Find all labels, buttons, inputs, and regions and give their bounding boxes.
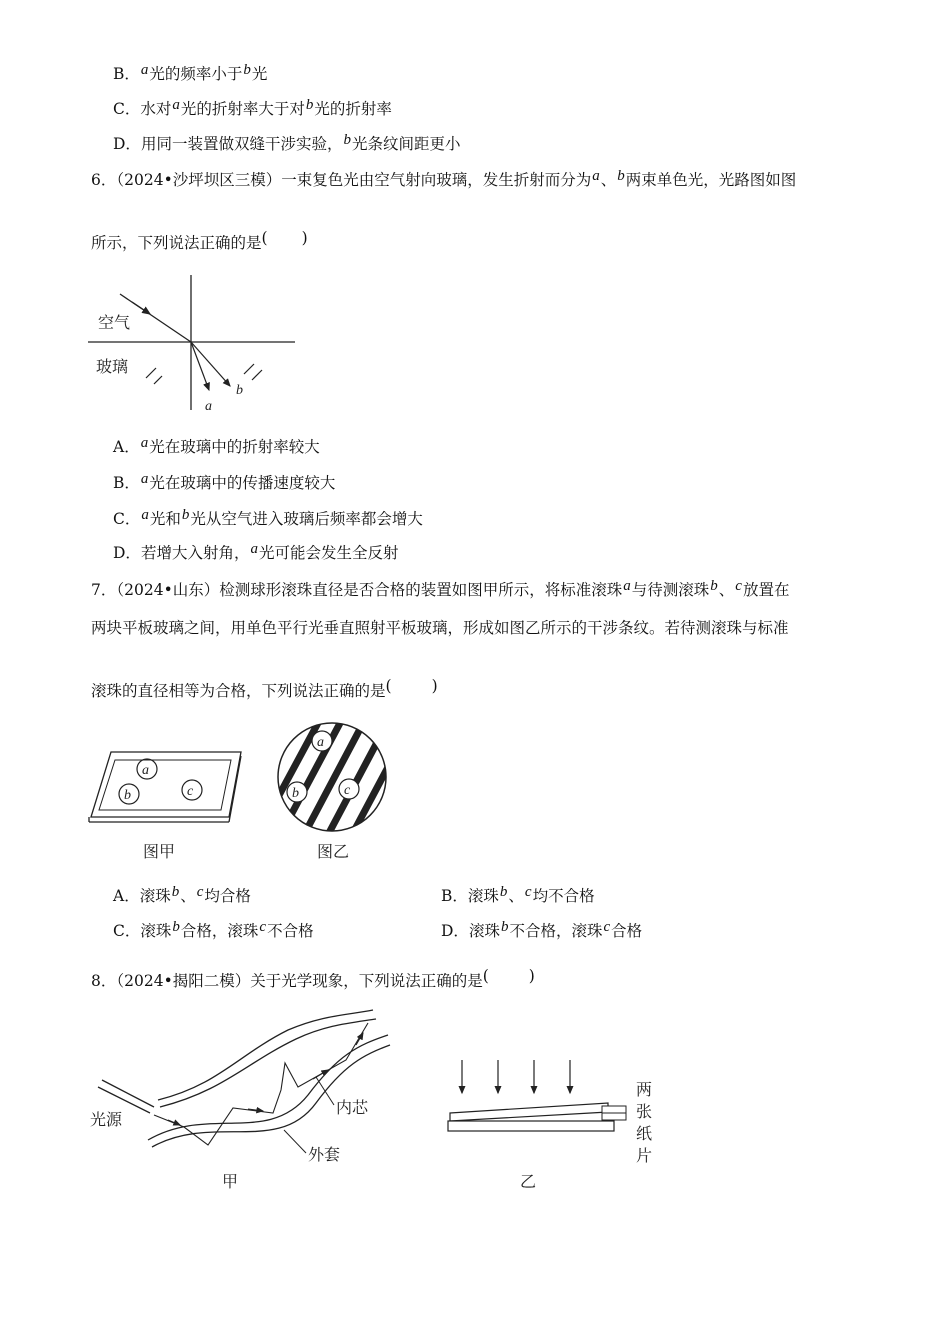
caption-yi: 乙 [520,1172,537,1191]
q7-stem-line1: 7．（2024•山东）检测球形滚珠直径是否合格的装置如图甲所示，将标准滚珠a与待测滚珠b、c放置在 [91,578,790,599]
q7-option-b[interactable]: B．滚珠b、c均不合格 [441,884,595,905]
core-label: 内芯 [336,1098,369,1117]
ray-b [191,342,230,386]
top-glass [450,1103,608,1121]
ray-a-label: a [205,399,212,414]
q6-option-c[interactable]: C．a光和b光从空气进入玻璃后频率都会增大 [113,507,423,528]
q8-stem: 8．（2024•揭阳二模）关于光学现象，下列说法正确的是( ) [91,967,535,990]
glass-hatch [154,376,162,384]
q7-stem-line3: 滚珠的直径相等为合格，下列说法正确的是( ) [91,677,438,700]
q7-option-d[interactable]: D．滚珠b不合格，滚珠c合格 [441,919,643,940]
glass-hatch [244,364,254,374]
q7-figure [85,720,405,865]
q5-option-d[interactable]: D．用同一装置做双缝干涉实验，b光条纹间距更小 [113,132,461,153]
bottom-plate-side [229,756,241,822]
light-source-label: 光源 [90,1110,123,1129]
caption-yi: 图乙 [317,842,350,861]
ray-b-label: b [236,383,243,398]
q7-stem-line2: 两块平板玻璃之间，用单色平行光垂直照射平板玻璃，形成如图乙所示的干涉条纹。若待测滚珠与标准 [91,619,789,637]
core-pointer [316,1077,334,1105]
caption-jia: 图甲 [143,842,176,861]
top-plate [91,752,241,817]
glass-hatch [252,370,262,380]
incident-arrow [132,302,150,314]
glass-label: 玻璃 [96,357,129,376]
paper-strip [602,1113,626,1120]
ball-b-label: b [124,788,131,803]
q6-stem-line1: 6．（2024•沙坪坝区三模）一束复色光由空气射向玻璃，发生折射而分为a、b两束单色光，光路图如图 [91,168,797,189]
q6-option-a[interactable]: A．a光在玻璃中的折射率较大 [113,435,320,456]
paper-strip [602,1106,626,1113]
ray-a [191,342,209,390]
bottom-glass [448,1121,614,1131]
q6-stem-line2: 所示，下列说法正确的是( ) [91,229,308,252]
core-upper-inner [160,1019,376,1107]
ball-c-label: c [187,784,194,799]
cladding-lower-inner [152,1045,390,1147]
q6-option-d[interactable]: D．若增大入射角，a光可能会发生全反射 [113,541,399,562]
incident-ray [120,294,191,342]
cladding-pointer [284,1130,306,1153]
q6-refraction-figure [88,270,303,420]
caption-jia: 甲 [222,1172,239,1191]
q5-option-c[interactable]: C．水对a光的折射率大于对b光的折射率 [113,97,392,118]
paper-label-1: 两 [636,1080,653,1099]
ray-arrow [168,1120,180,1125]
q5-option-b[interactable]: B．a光的频率小于b光 [113,62,268,83]
q8-fiber-figure [88,1005,398,1195]
paper-label-3: 纸 [636,1124,653,1143]
ray-arrow [356,1033,363,1045]
air-label: 空气 [98,313,131,332]
ball-a-label: a [142,763,149,778]
glass-hatch [146,368,156,378]
fringe-ball-a-label: a [317,735,324,750]
fringe-ball-c-label: c [344,783,351,798]
fringe-ball-b-label: b [292,786,299,801]
core-upper-outer [158,1010,373,1100]
q8-wedge-figure [440,1055,670,1195]
q7-option-c[interactable]: C．滚珠b合格，滚珠c不合格 [113,919,314,940]
inner-plate [99,760,231,810]
cladding-label: 外套 [308,1145,341,1164]
paper-label-2: 张 [636,1102,653,1121]
paper-label-4: 片 [636,1146,653,1165]
q6-option-b[interactable]: B．a光在玻璃中的传播速度较大 [113,471,336,492]
q7-option-a[interactable]: A．滚珠b、c均合格 [113,884,251,905]
